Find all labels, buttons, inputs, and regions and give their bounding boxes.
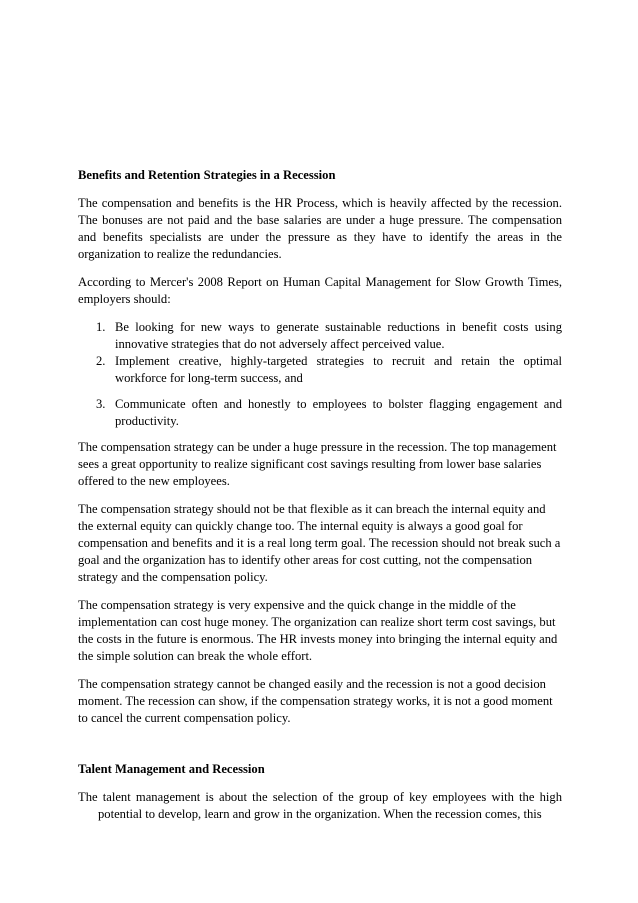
list-item xyxy=(96,353,562,387)
document-page xyxy=(78,167,562,834)
list-item-number: 1. xyxy=(96,320,106,334)
list-item-text: Be looking for new ways to generate sustainable reductions in benefit costs using innovative strategies that do not adversely affect perceived value. xyxy=(115,320,562,351)
paragraph: According to Mercer's 2008 Report on Human Capital Management for Slow Growth Times, employers should: xyxy=(78,275,562,306)
paragraph: The compensation strategy is very expensive and the quick change in the middle of the implementation can cost huge money. The organization can realize short term cost savings, but the costs in the future is enormous. The HR invests money into bringing the internal equity and the simple solution can break the whole effort. xyxy=(78,598,558,663)
list-item xyxy=(96,319,562,353)
paragraph: The compensation and benefits is the HR Process, which is heavily affected by the recession. The bonuses are not paid and the base salaries are under a huge pressure. The compensation and benefits specialists are under the pressure as they have to identify the areas in the organization to realize the redundancies. xyxy=(78,196,562,261)
list-item-text: Communicate often and honestly to employees to bolster flagging engagement and productivity. xyxy=(115,397,562,428)
section-heading-benefits: Benefits and Retention Strategies in a Recession xyxy=(78,168,336,182)
paragraph: The compensation strategy cannot be changed easily and the recession is not a good decision moment. The recession can show, if the compensation strategy works, it is not a good moment to cancel the current compensation policy. xyxy=(78,677,553,725)
list-item-number: 2. xyxy=(96,354,106,368)
list-item-number: 3. xyxy=(96,397,106,411)
paragraph: The compensation strategy can be under a huge pressure in the recession. The top management sees a great opportunity to realize significant cost savings resulting from lower base salaries offered to the new employees. xyxy=(78,440,557,488)
section-heading-talent: Talent Management and Recession xyxy=(78,762,265,776)
section-spacer xyxy=(78,738,562,761)
list-item-text: Implement creative, highly-targeted strategies to recruit and retain the optimal workforce for long-term success, and xyxy=(115,354,562,385)
paragraph: The compensation strategy should not be that flexible as it can breach the internal equity and the external equity can quickly change too. The internal equity is always a good goal for compensation and benefits and it is a real long term goal. The recession should not break such a goal and the organization has to identify other areas for cost cutting, not the compensation strategy and the compensation policy. xyxy=(78,502,561,584)
numbered-list xyxy=(78,319,562,430)
paragraph: The talent management is about the selection of the group of key employees with the high potential to develop, learn and grow in the organization. When the recession comes, this xyxy=(78,790,562,821)
list-item xyxy=(96,396,562,430)
